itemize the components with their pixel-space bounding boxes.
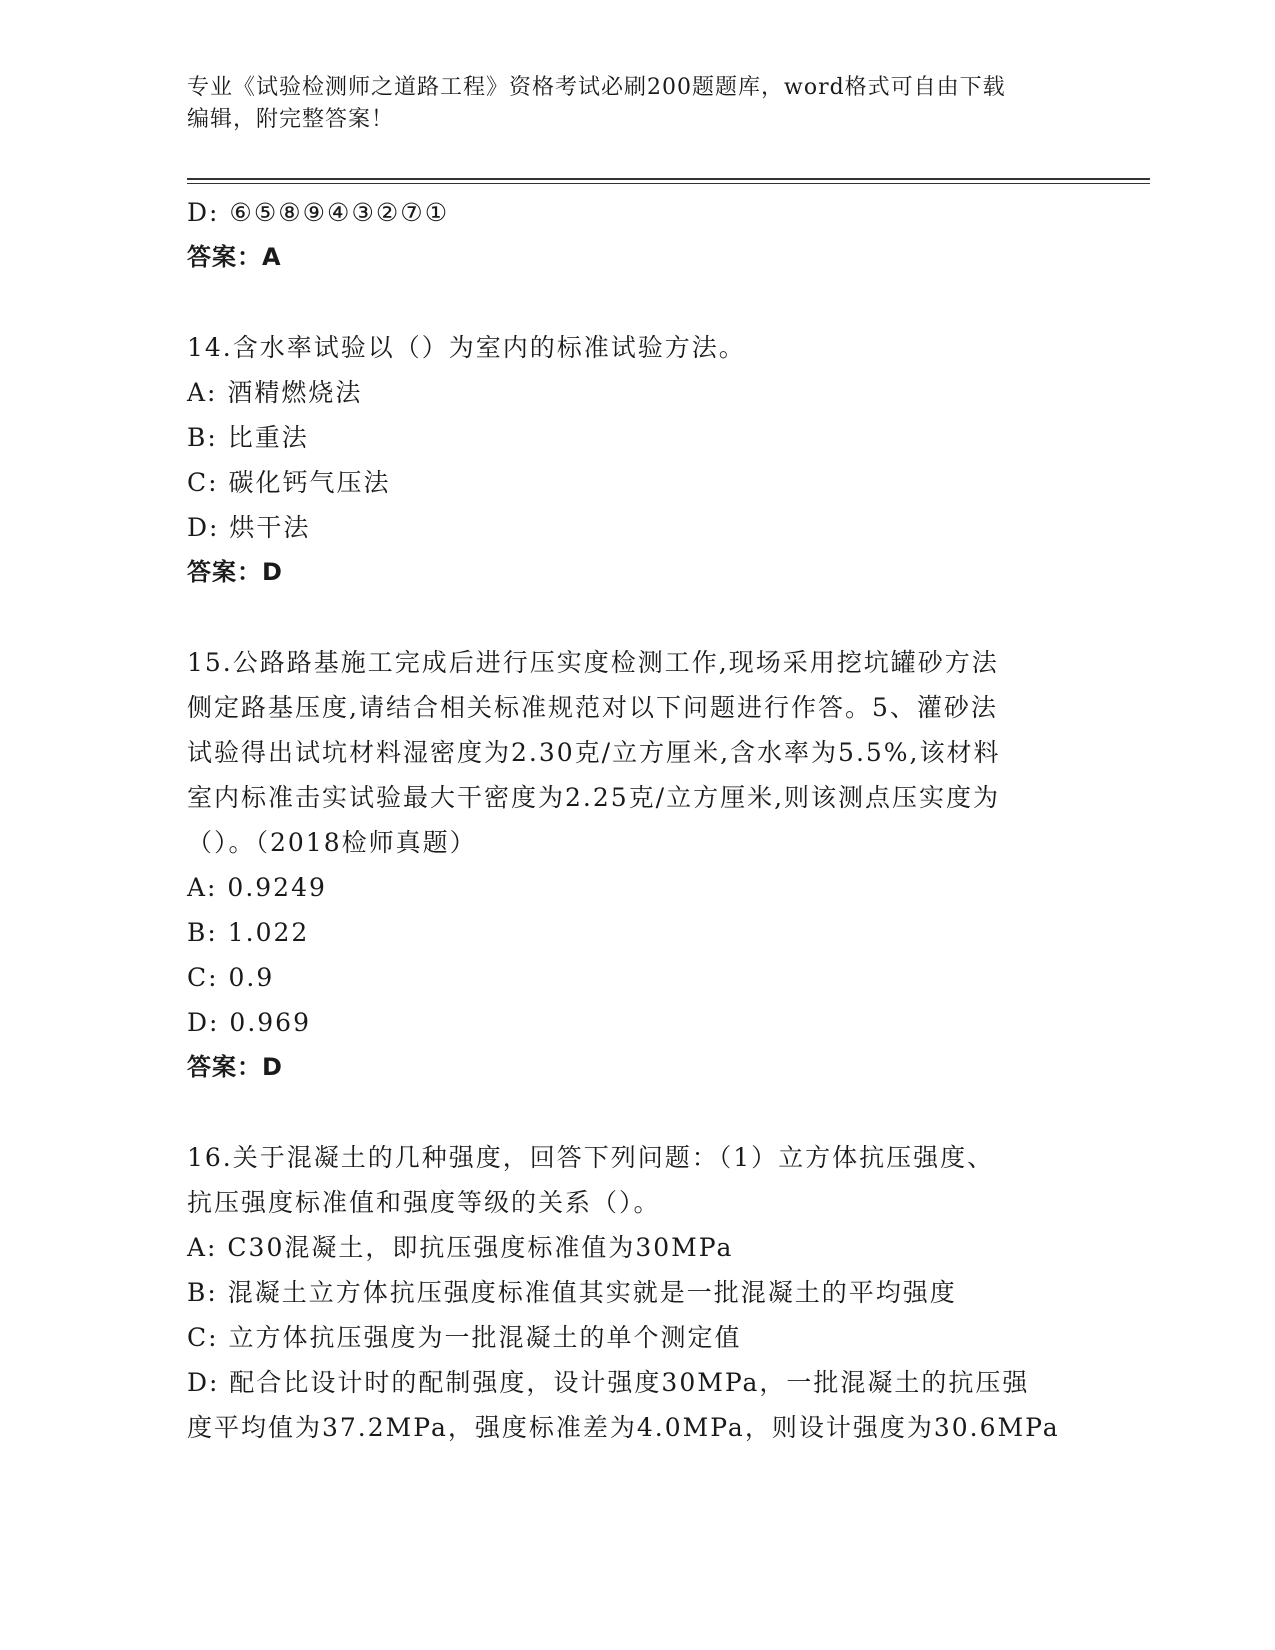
question-list [187, 190, 1087, 1450]
option-b: B: 混凝土立方体抗压强度标准值其实就是一批混凝土的平均强度 [187, 1278, 957, 1307]
header-title-line1: 专业《试验检测师之道路工程》资格考试必刷200题题库，word格式可自由下载 [187, 75, 1006, 100]
spacer [187, 595, 1087, 640]
option-d-line1: D: 配合比设计时的配制强度，设计强度30MPa，一批混凝土的抗压强 [187, 1368, 1030, 1397]
question-stem-line: 16.关于混凝土的几种强度，回答下列问题：（1）立方体抗压强度、 [187, 1143, 995, 1172]
option-b: B: 比重法 [187, 423, 309, 452]
header-title-line2: 编辑，附完整答案！ [187, 107, 395, 132]
spacer [187, 1090, 1087, 1135]
question-stem-line: 侧定路基压度,请结合相关标准规范对以下问题进行作答。5、灌砂法 [187, 693, 998, 722]
header-divider-thick [187, 178, 1150, 180]
question-stem-line: （）。（2018检师真题） [187, 828, 477, 857]
option-a: A: C30混凝土，即抗压强度标准值为30MPa [187, 1233, 734, 1262]
option-a: A: 0.9249 [187, 873, 327, 902]
question-15 [187, 640, 1087, 1090]
question-stem: 14.含水率试验以（）为室内的标准试验方法。 [187, 333, 746, 362]
option-b: B: 1.022 [187, 918, 310, 947]
question-stem-line: 15.公路路基施工完成后进行压实度检测工作,现场采用挖坑罐砂方法 [187, 648, 999, 677]
question-stem-line: 试验得出试坑材料湿密度为2.30克/立方厘米,含水率为5.5%,该材料 [187, 738, 1001, 767]
option-c: C: 碳化钙气压法 [187, 468, 391, 497]
option-d: D: 0.969 [187, 1008, 311, 1037]
question-14 [187, 325, 1087, 595]
option-c: C: 0.9 [187, 963, 275, 992]
answer-label: 答案：D [187, 558, 283, 586]
answer-label: 答案：D [187, 1053, 283, 1081]
option-a: A: 酒精燃烧法 [187, 378, 363, 407]
option-d-line2: 度平均值为37.2MPa，强度标准差为4.0MPa，则设计强度为30.6MPa [187, 1413, 1060, 1442]
question-stem-line: 室内标准击实试验最大干密度为2.25克/立方厘米,则该测点压实度为 [187, 783, 1001, 812]
page-header [187, 72, 1077, 136]
option-d: D: ⑥⑤⑧⑨④③②⑦① [187, 198, 450, 227]
spacer [187, 280, 1087, 325]
answer-label: 答案：A [187, 243, 282, 271]
option-c: C: 立方体抗压强度为一批混凝土的单个测定值 [187, 1323, 742, 1352]
option-d: D: 烘干法 [187, 513, 311, 542]
question-stem-line: 抗压强度标准值和强度等级的关系（）。 [187, 1188, 661, 1217]
question-16 [187, 1135, 1087, 1450]
header-divider-thin [187, 183, 1150, 184]
question-13 [187, 190, 1087, 280]
